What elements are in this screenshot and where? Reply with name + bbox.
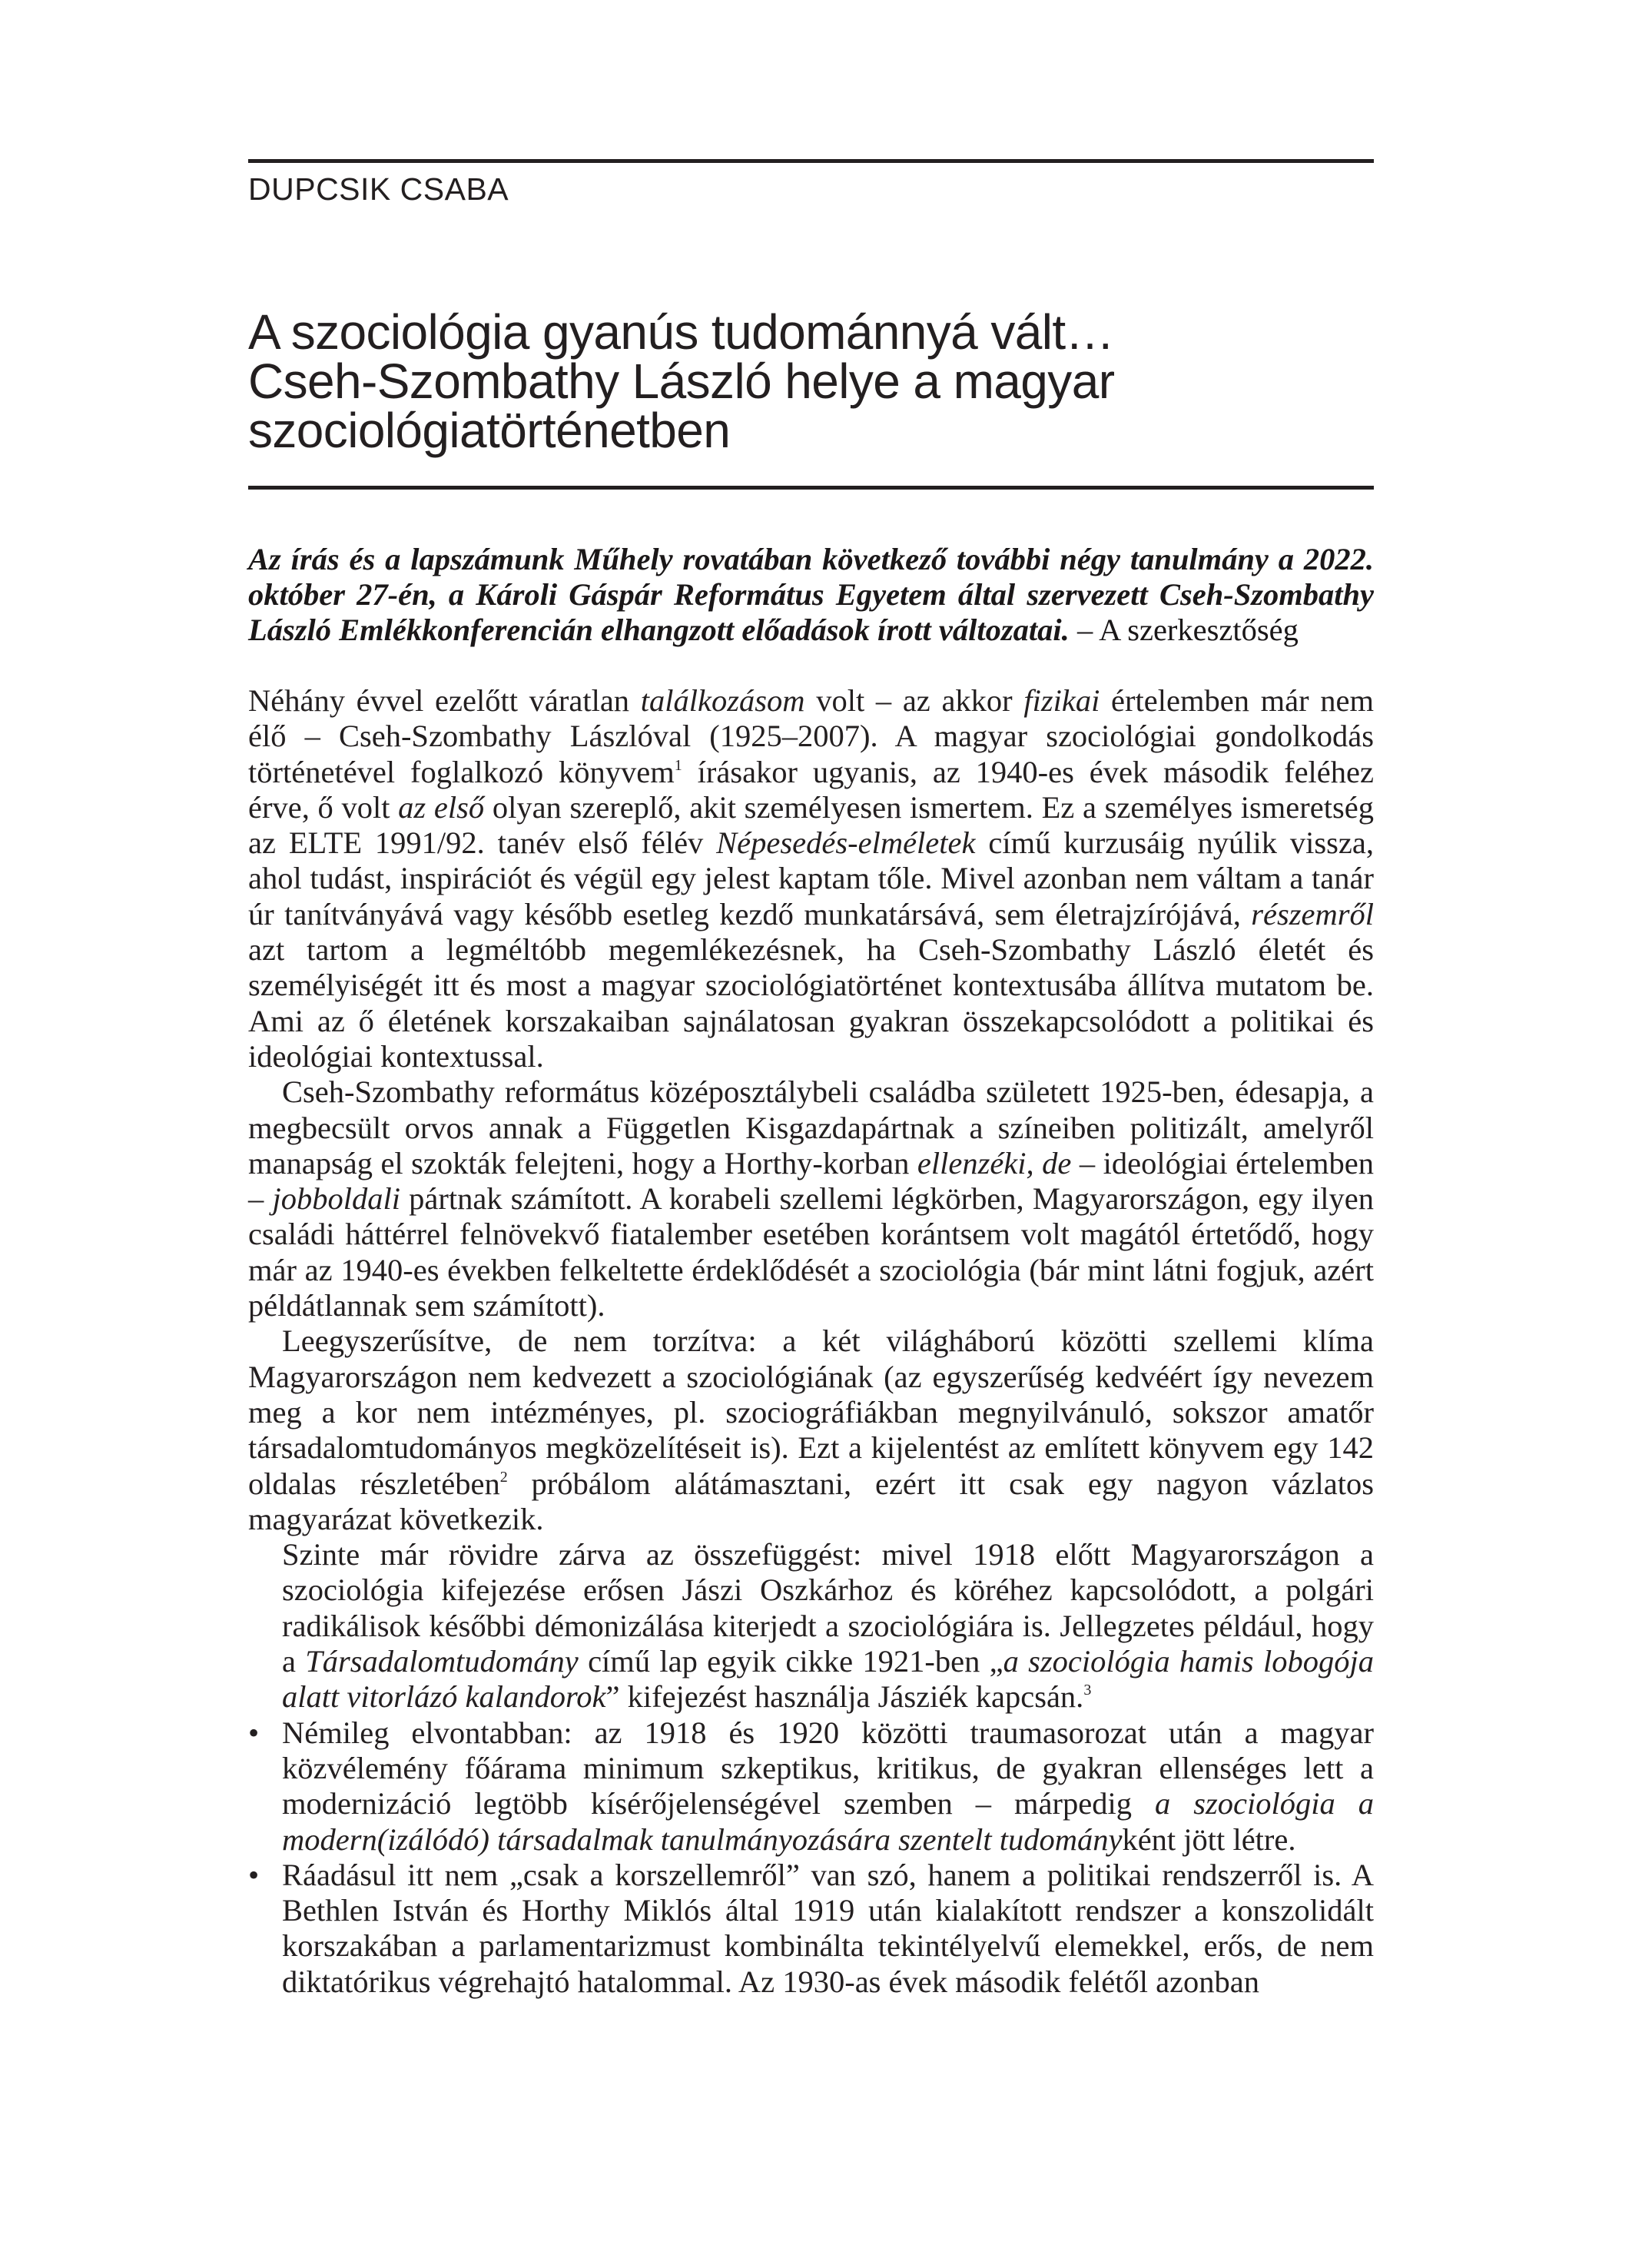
editorial-note [248,542,1374,648]
title-line: szociológiatörténetben [248,403,731,458]
text-run: – A szerkesztőség [1069,613,1299,647]
emphasis-text: az első [398,789,485,825]
bold-italic-text: Az írás és a lapszámunk Műhely rovatában következő további négy tanulmány a 2022. október 27-én, a Károli Gáspár Református Egyetem által szervezett Cseh-Szombathy László Emlékkonferencián elhangzott előadások írott változatai. [248,542,1374,647]
footnote-marker[interactable]: 2 [499,1468,508,1486]
text-run: Némileg elvontabban: az 1918 és 1920 közötti traumasorozat után a magyar közvélemény főárama minimum szkeptikus, kritikus, de gyakran ellenséges lett a modernizáció legtöbb kísérőjelenségével szemben – márpedig [282,1715,1374,1821]
list-item [248,1715,1374,1858]
list-item-text [282,1715,1374,1857]
author-name: DUPCSIK CSABA [248,171,509,207]
bullet-icon: • [248,1857,260,1892]
paragraph [248,1323,1374,1537]
footnote-marker[interactable]: 3 [1083,1682,1092,1699]
text-run: ként jött létre. [1122,1821,1296,1857]
emphasis-text: Társadalomtudomány [305,1644,579,1679]
text-run: írásakor ugyanis, az 1940-es évek második feléhez érve, ő volt [248,754,1374,825]
text-run: Ráadásul itt nem „csak a korszellemről” van szó, hanem a politikai rendszerről is. A Bethlen István és Horthy Miklós által 1919 után kialakított rendszer a konszolidált korszakában a parlamentarizmust kombinálta tekintélyelvű elemekkel, erős, de nem diktatórikus végrehajtó hatalommal. Az 1930-as évek második felétől azonban [282,1857,1374,1999]
title-line: Cseh-Szombathy László helye a magyar [248,354,1115,409]
text-run: ” kifejezést használja Jásziék kapcsán. [605,1679,1084,1715]
title-bottom-rule [248,486,1374,490]
text-run: Leegyszerűsítve, de nem torzítva: a két világháború közötti szellemi klíma Magyarországon nem kedvezett a szociológiának (az egyszerűség kedvéért így nevezem meg a kor nem intézményes, pl. szociográfiákban megnyilvánuló, sokszor amatőr társadalomtudományos megközelítéseit is). Ezt a kijelentést az említett könyvem egy 142 oldalas részletében [248,1323,1374,1501]
top-rule [248,159,1374,163]
title-line: A szociológia gyanús tudománnyá vált… [248,304,1114,360]
text-run: Cseh-Szombathy református középosztálybeli családba született 1925-ben, édesapja, a megbecsült orvos annak a Független Kisgazdapártnak a színeiben politizált, amelyről manapság el szokták felejteni, hogy a Horthy-korban [248,1074,1374,1180]
list-item [248,1858,1374,2000]
footnote-marker[interactable]: 1 [674,756,682,774]
article-body [248,683,1374,2000]
text-run: Szinte már rövidre zárva az összefüggést: mivel 1918 előtt Magyarországon a szociológia kifejezése erősen Jászi Oszkárhoz és köréhez kapcsolódott, a polgári radikálisok későbbi démonizálása kiterjedt a szociológiára is. Jellegzetes például, hogy a [282,1537,1374,1679]
emphasis-text: találkozásom [640,683,805,718]
bullet-icon: • [248,1715,260,1750]
emphasis-text: fizikai [1023,683,1100,718]
emphasis-text: részemről [1251,896,1374,931]
list-item-text [282,1858,1374,1999]
text-run: próbálom alátámasztani, ezért itt csak egy nagyon vázlatos magyarázat következik. [248,1466,1374,1536]
emphasis-text: Népesedés-elméletek [716,825,976,861]
text-run: értelemben már nem élő – Cseh-Szombathy Lászlóval (1925–2007). A magyar szociológiai gondolkodás történetével foglalkozó könyvem [248,683,1374,789]
paragraph [248,683,1374,1074]
text-run: azt tartom a legméltóbb megemlékezésnek, ha Cseh-Szombathy László életét és személyiségét itt és most a magyar szociológiatörténet kontextusába állítva mutatom be. Ami az ő életének korszakaiban sajnálatosan gyakran összekapcsolódott a politikai és ideológiai kontextussal. [248,932,1374,1074]
text-run: volt – az akkor [804,683,1024,718]
paragraph [248,1537,1374,1715]
emphasis-text: a szociológia a modern(izálódó) társadalmak tanulmányozására szentelt tudomány [282,1786,1374,1857]
emphasis-text: a szociológia hamis lobogója alatt vitorlázó kalandorok [282,1644,1374,1715]
text-run: pártnak számított. A korabeli szellemi légkörben, Magyarországon, egy ilyen családi háttérrel felnövekvő fiatalember esetében korántsem volt magától értetődő, hogy már az 1940-es években felkeltette érdeklődését a szociológia (bár mint látni fogjuk, azért példátlannak sem számított). [248,1181,1374,1323]
article-title [248,304,1374,458]
paragraph [248,1074,1374,1323]
text-run: című kurzusáig nyúlik vissza, ahol tudást, inspirációt és végül egy jelest kaptam tőle. Mivel azonban nem váltam a tanár úr tanítványává vagy később esetleg kezdő munkatársává, sem életrajzírójává, [248,825,1374,931]
text-run: – ideológiai értelemben – [248,1145,1375,1217]
text-run: című lap egyik cikke 1921-ben „ [578,1644,1003,1679]
text-run: olyan szereplő, akit személyesen ismertem. Ez a személyes ismeretség az ELTE 1991/92. tanév első félév [248,789,1374,861]
emphasis-text: ellenzéki, de [917,1145,1072,1180]
bullet-list [248,1715,1374,2000]
emphasis-text: jobboldali [272,1181,400,1217]
text-run: Néhány évvel ezelőtt váratlan [248,683,641,718]
